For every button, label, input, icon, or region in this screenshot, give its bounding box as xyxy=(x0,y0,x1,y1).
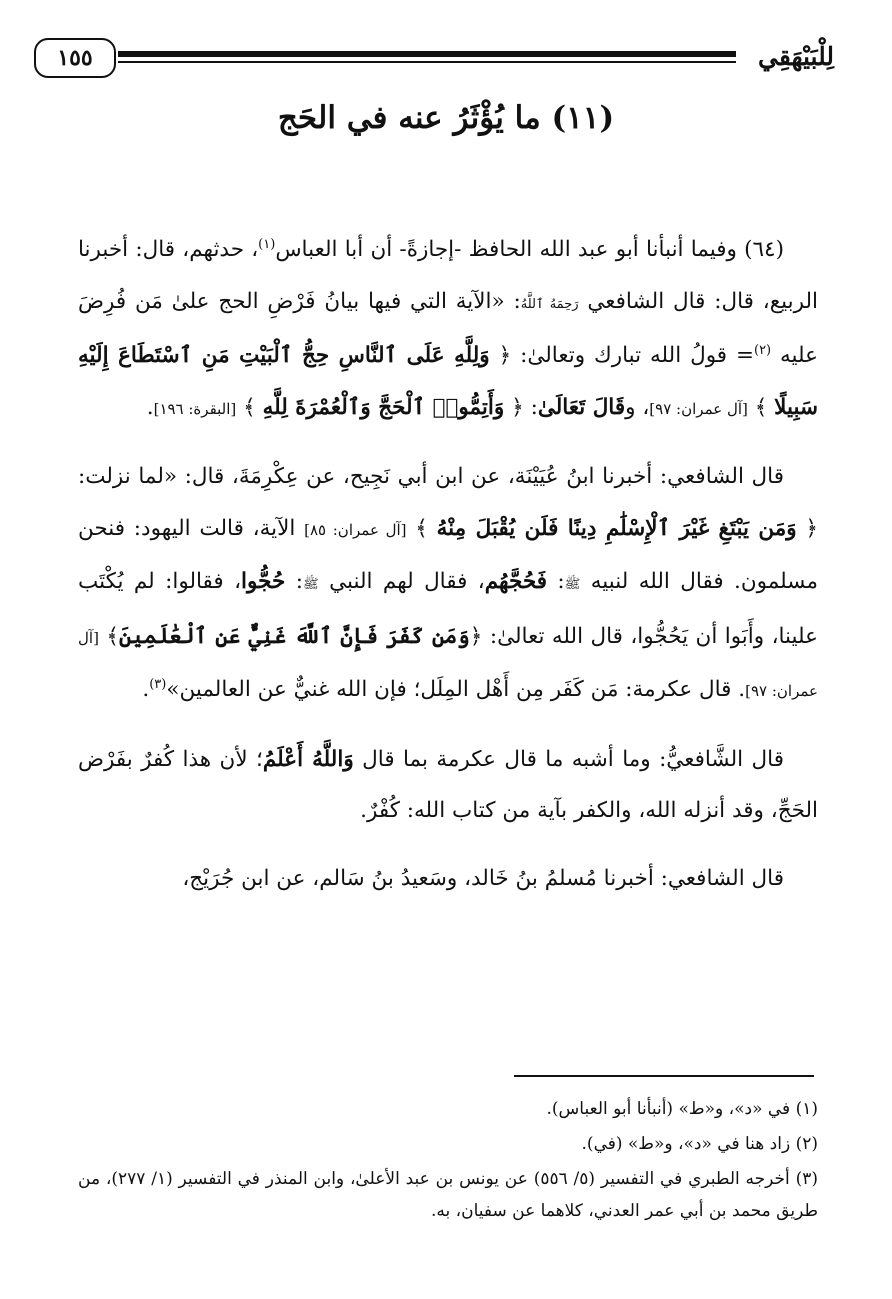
paragraph-shafii-comment xyxy=(78,734,818,837)
text-span: : xyxy=(530,394,538,420)
text-span: ، و xyxy=(625,394,650,420)
header-rule-thin xyxy=(118,61,736,63)
paragraph-isnad xyxy=(78,853,818,905)
verse-ref-3: [آل عمران: ٨٥] xyxy=(304,520,407,539)
text-span: = قولُ الله تبارك وتعالىٰ: xyxy=(520,343,754,368)
running-head xyxy=(34,38,834,82)
footnote-ref-3: (٣) xyxy=(149,676,167,692)
quran-verse-1: وَلِلَّهِ عَلَى ٱلنَّاسِ حِجُّ ٱلْبَيْتِ مَنِ ٱسْتَطَاعَ إِلَيْهِ سَبِيلًا xyxy=(78,343,818,420)
footnote-separator xyxy=(514,1075,814,1077)
quran-bracket-close: ﴾ xyxy=(243,394,256,420)
quran-verse-2: وَأَتِمُّوا۟ ٱلْحَجَّ وَٱلْعُمْرَةَ لِلَّهِ xyxy=(262,394,505,420)
qala-taala: قَالَ تَعَالَىٰ xyxy=(537,394,626,420)
text-span: . xyxy=(146,394,154,420)
text-span: قال الشافعي: أخبرنا ابنُ عُيَيْنَة، عن ابن أبي نَجِيح، عن عِكْرِمَةَ، قال: «لما نزلت: xyxy=(78,464,784,489)
footnote-3: (٣) أخرجه الطبري في التفسير (٥/ ٥٥٦) عن يونس بن عبد الأعلىٰ، وابن المنذر في التفسير (١/ ٢٧٧)، من طريق محمد بن أبي عمر العدني، كلاهما عن سفيان، به. xyxy=(78,1169,818,1221)
text-span: : «الآية التي فيها بيانُ فَرْضِ الحج علىٰ مَن فُرِضَ عليه xyxy=(78,288,818,368)
paragraph-ikrima xyxy=(78,451,818,718)
footnote-1: (١) في «د»، و«ط» (أنبأنا أبو العباس). xyxy=(546,1099,818,1119)
quran-bracket-open: ﴿ xyxy=(805,515,818,541)
paragraph-64 xyxy=(78,224,818,435)
salawat-ligature: ﷺ xyxy=(302,577,319,592)
text-span: الآية، قالت اليهود: فنحن مسلمون. فقال الله لنبيه xyxy=(78,515,818,594)
verse-ref-1: [آل عمران: ٩٧] xyxy=(649,399,748,418)
salawat-ligature: ﷺ xyxy=(564,577,581,592)
text-span: . xyxy=(142,677,150,702)
running-title: لِلْبَيْهَقِي xyxy=(758,42,834,71)
footnotes xyxy=(78,1093,818,1230)
footnote-2: (٢) زاد هنا في «د»، و«ط» (في). xyxy=(581,1134,818,1154)
quran-bracket-open: ﴿ xyxy=(498,343,512,368)
footnote-ref-2: (٢) xyxy=(753,342,772,358)
text-span: : xyxy=(295,569,303,594)
quran-bracket-close: ﴾ xyxy=(415,515,428,541)
header-rule-thick xyxy=(118,51,736,57)
wallahu-alam: وَاللَّهُ أَعْلَمُ xyxy=(262,746,354,772)
quran-bracket-open: ﴿ xyxy=(469,623,483,649)
chapter-title: (١١) ما يُؤْثَرُ عنه في الحَج xyxy=(277,100,615,136)
text-span: ، فقال لهم النبي xyxy=(329,569,485,594)
page-number-text: ١٥٥ xyxy=(57,45,93,71)
verse-ref-2: [البقرة: ١٩٦] xyxy=(153,399,237,418)
main-text xyxy=(78,224,818,920)
text-span: قال الشَّافعيُّ: وما أشبه ما قال عكرمة بما قال xyxy=(362,746,785,772)
quran-bracket-open: ﴿ xyxy=(511,394,524,420)
text-span: ؛ لأن هذا كُفرٌ بفَرْض الحَجِّ، وقد أنزله الله، والكفر بآية من كتاب الله: كُفْرٌ. xyxy=(78,746,818,823)
text-span: : xyxy=(557,569,565,594)
quran-bracket-close: ﴾ xyxy=(754,394,768,420)
text-span: ، حدثهم، قال: أخبرنا الربيع، قال: قال الشافعي xyxy=(78,237,818,314)
footnote-ref-1: (١) xyxy=(258,236,276,252)
rahimahullah-ligature: رَحِمَهُ ٱللَّهُ xyxy=(520,296,579,312)
text-span: . قال عكرمة: مَن كَفَر مِن أَهْل المِلَل؛ فإن الله غنيٌّ عن العالمين» xyxy=(166,677,746,702)
page-number xyxy=(34,38,116,78)
quran-verse-4: وَمَن كَفَرَ فَإِنَّ ٱللَّهَ غَنِيٌّ عَنِ ٱلْعَٰلَمِينَ xyxy=(118,623,470,649)
text-span: قال الشافعي: أخبرنا مُسلمُ بنُ خَالد، وسَعيدُ بنُ سَالم، عن ابن جُرَيْج، xyxy=(182,865,784,891)
hadith-word-1: فَحُجَّهُم xyxy=(484,569,547,594)
text-span: ، فقالوا: لم يُكْتَب علينا، وأَبَوا أن يَحُجُّوا، قال الله تعالىٰ: xyxy=(78,569,818,649)
verse-ref-4: [آل عمران: ٩٧] xyxy=(78,628,818,700)
text-span: (٦٤) وفيما أنبأنا أبو عبد الله الحافظ -إجازةً- أن أبا العباس xyxy=(275,237,784,262)
hadith-word-2: حُجُّوا xyxy=(241,569,286,594)
quran-bracket-close: ﴾ xyxy=(106,623,119,649)
quran-verse-3: وَمَن يَبْتَغِ غَيْرَ ٱلْإِسْلَٰمِ دِينًا فَلَن يُقْبَلَ مِنْهُ xyxy=(436,515,797,541)
